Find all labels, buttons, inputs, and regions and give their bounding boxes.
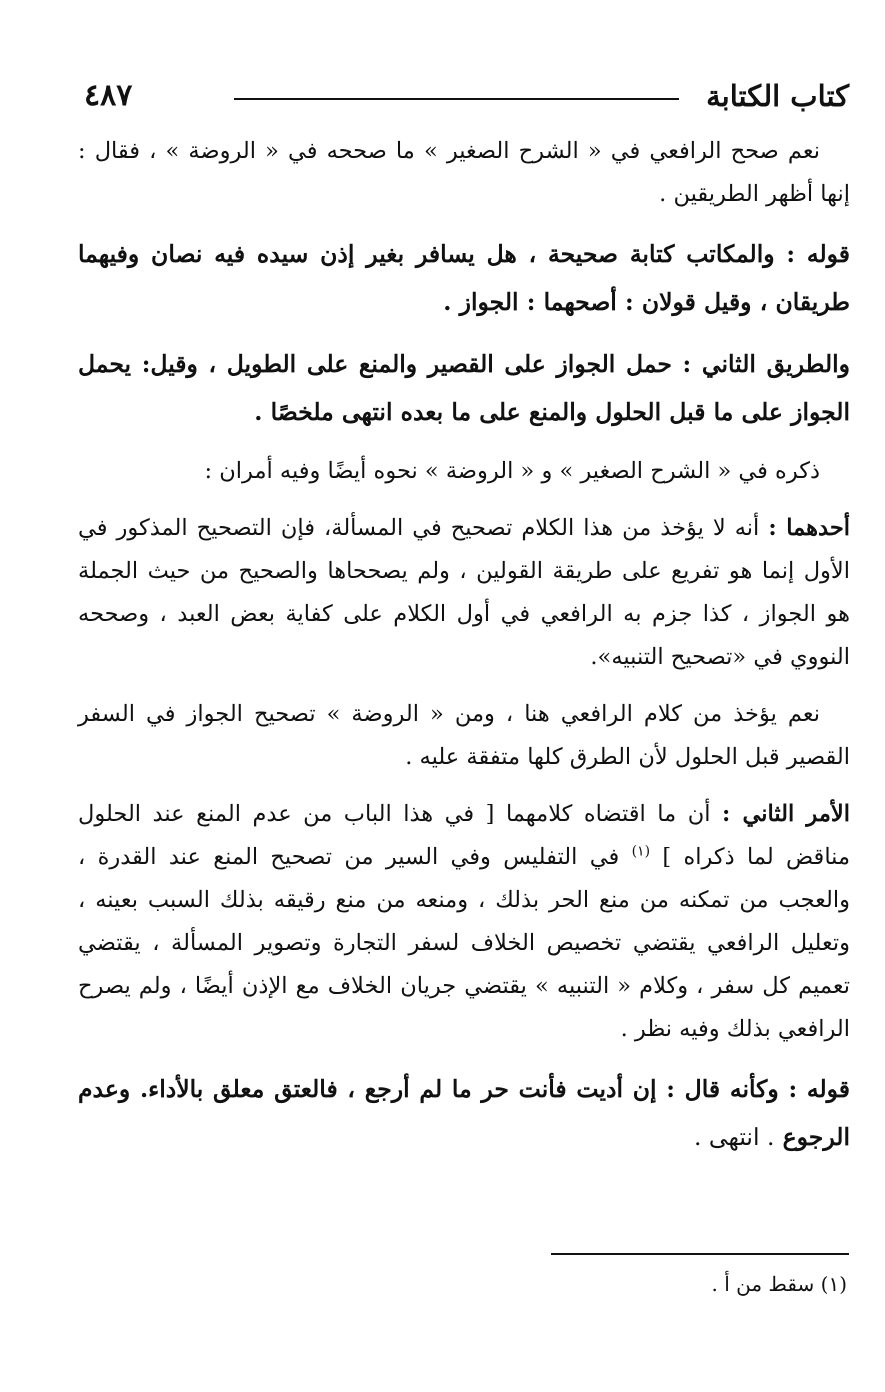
page-header <box>84 70 849 122</box>
paragraph-text: والطريق الثاني : حمل الجواز على القصير والمنع على الطويل ، وقيل: يحمل الجواز على ما قبل الحلول والمنع على ما بعده انتهى ملخصًا . <box>78 350 850 426</box>
quoted-passage-2 <box>78 340 850 436</box>
body-text <box>78 130 850 1175</box>
paragraph-text: ذكره في « الشرح الصغير » و « الروضة » نحوه أيضًا وفيه أمران : <box>204 458 820 484</box>
paragraph-3 <box>78 693 850 779</box>
paragraph-bold-text: قوله : وكأنه قال : إن أديت فأنت حر ما لم أرجع ، فالعتق معلق بالأداء. وعدم الرجوع <box>78 1075 850 1151</box>
quoted-passage-1 <box>78 230 850 326</box>
paragraph-first-matter <box>78 507 850 679</box>
quoted-passage-3 <box>78 1065 850 1161</box>
paragraph-text: قوله : والمكاتب كتابة صحيحة ، هل يسافر بغير إذن سيده فيه نصان وفيهما طريقان ، وقيل قولان : أصحهما : الجواز . <box>78 240 850 316</box>
paragraph-text: نعم صحح الرافعي في « الشرح الصغير » ما صححه في « الروضة » ، فقال : إنها أظهر الطريقين . <box>78 138 850 207</box>
paragraph-text-before-ref: أن ما اقتضاه كلامهما [ في هذا الباب من عدم المنع عند الحلول مناقض لما ذكراه ] <box>78 801 851 870</box>
paragraph-text: نعم يؤخذ من كلام الرافعي هنا ، ومن « الروضة » تصحيح الجواز في السفر القصير قبل الحلول لأن الطرق كلها متفقة عليه . <box>78 701 850 770</box>
paragraph-1 <box>78 130 850 216</box>
header-rule <box>234 98 679 100</box>
paragraph-text: . انتهى . <box>693 1123 775 1151</box>
page-number: ٤٨٧ <box>84 78 133 113</box>
footnote-rule <box>551 1253 849 1255</box>
paragraph-second-matter <box>78 793 850 1051</box>
paragraph-text: أنه لا يؤخذ من هذا الكلام تصحيح في المسألة، فإن التصحيح المذكور في الأول إنما هو تفريع على طريقة القولين ، ولم يصححاها والصحيح من حيث الجملة هو الجواز ، كذا جزم به الرافعي في أول الكلام على كفاية بعض العبد ، وصححه النووي في «تصحيح التنبيه». <box>78 515 850 670</box>
running-title: كتاب الكتابة <box>706 79 849 113</box>
paragraph-2 <box>78 450 850 493</box>
footnote-reference[interactable]: (١) <box>631 843 651 860</box>
paragraph-lead: أحدهما : <box>768 515 850 541</box>
footnote: (١) سقط من أ . <box>711 1272 847 1296</box>
paragraph-lead: الأمر الثاني : <box>722 801 850 827</box>
paragraph-text: في التفليس وفي السير من تصحيح المنع عند القدرة ، والعجب من تمكنه من منع الحر بذلك ، ومنعه من منع رقيقه بذلك السبب بعينه ، وتعليل الرافعي يقتضي تخصيص الخلاف لسفر التجارة وتصوير المسألة ، يقتضي تعميم كل سفر ، وكلام « التنبيه » يقتضي جريان الخلاف مع الإذن أيضًا ، ولم يصرح الرافعي بذلك وفيه نظر . <box>78 844 850 1042</box>
